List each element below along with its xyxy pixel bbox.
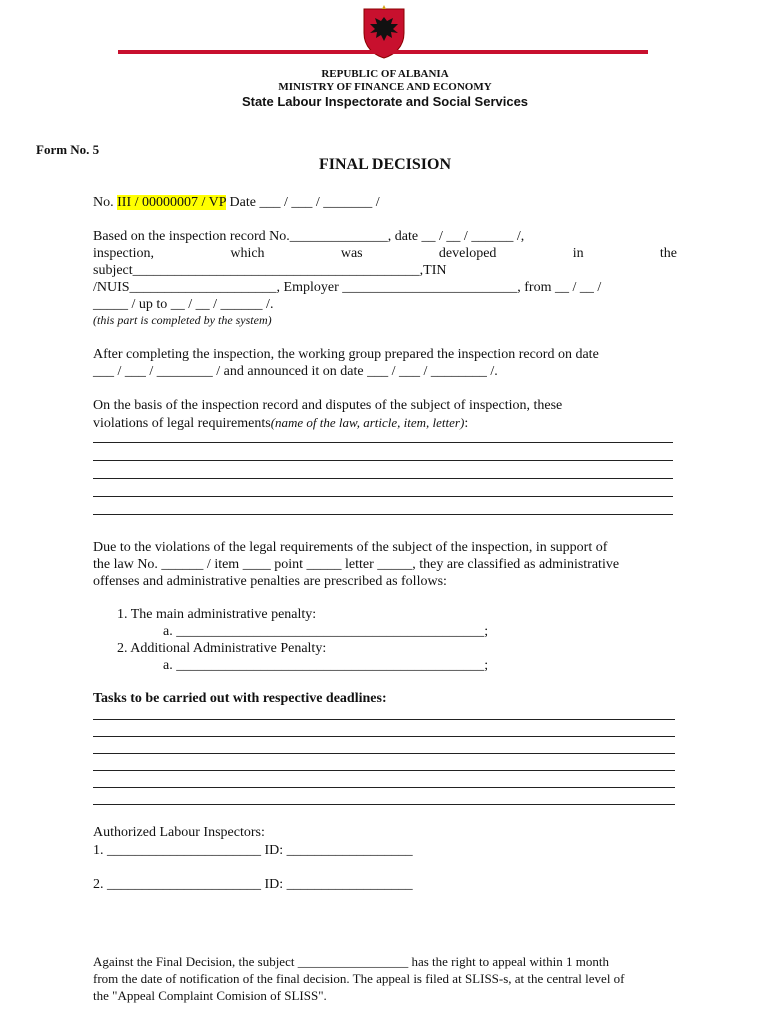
violations-blank-line[interactable]: [93, 442, 673, 443]
tasks-heading: Tasks to be carried out with respective deadlines:: [93, 691, 387, 706]
para1-line3: subject_________________________________________,TIN: [93, 263, 447, 278]
number-date: Date ___ / ___ / _______ /: [226, 195, 380, 210]
tasks-blank-line[interactable]: [93, 770, 675, 771]
penalty-main-field[interactable]: a. ____________________________________________;: [163, 624, 489, 639]
tasks-blank-line[interactable]: [93, 787, 675, 788]
inspectors-heading: Authorized Labour Inspectors:: [93, 825, 265, 840]
word: developed: [438, 246, 497, 261]
para2-line1: After completing the inspection, the working group prepared the inspection record on date: [93, 347, 599, 362]
inspector-2-field[interactable]: 2. ______________________ ID: __________________: [93, 877, 413, 892]
para1-line1: Based on the inspection record No.______________, date __ / __ / ______ /,: [93, 229, 525, 244]
para3-text: violations of legal requirements: [93, 416, 271, 431]
violations-blank-line[interactable]: [93, 496, 673, 497]
appeal-line1: Against the Final Decision, the subject _________________ has the right to appeal within 1 month: [93, 954, 609, 969]
para4-line1: Due to the violations of the legal requirements of the subject of the inspection, in support of: [93, 540, 608, 555]
para1-line4: /NUIS_____________________, Employer _________________________, from __ / __ /: [93, 280, 602, 295]
tasks-blank-line[interactable]: [93, 719, 675, 720]
para3-colon: :: [464, 416, 469, 431]
form-number: Form No. 5: [36, 142, 100, 157]
word: which: [230, 246, 265, 261]
header-republic: REPUBLIC OF ALBANIA: [321, 68, 449, 80]
tasks-blank-line[interactable]: [93, 804, 675, 805]
penalty-additional-label: 2. Additional Administrative Penalty:: [117, 641, 327, 656]
system-note: (this part is completed by the system): [93, 313, 272, 327]
decision-number-highlight[interactable]: III / 00000007 / VP: [117, 195, 227, 210]
tasks-blank-line[interactable]: [93, 753, 675, 754]
inspector-1-field[interactable]: 1. ______________________ ID: __________________: [93, 843, 413, 858]
appeal-line3: the "Appeal Complaint Comision of SLISS".: [93, 988, 327, 1003]
para1-line2: [93, 245, 677, 262]
word: the: [659, 246, 677, 261]
page-title: FINAL DECISION: [318, 156, 452, 173]
penalty-main-label: 1. The main administrative penalty:: [117, 607, 317, 622]
tasks-blank-line[interactable]: [93, 736, 675, 737]
para4-line2: the law No. ______ / item ____ point _____ letter _____, they are classified as administrative: [93, 557, 620, 572]
word: inspection,: [93, 246, 155, 261]
violations-blank-line[interactable]: [93, 478, 673, 479]
word: was: [340, 246, 363, 261]
violations-blank-line[interactable]: [93, 460, 673, 461]
penalty-additional-field[interactable]: a. ____________________________________________;: [163, 658, 489, 673]
header-red-rule: [118, 50, 648, 54]
violations-blank-line[interactable]: [93, 514, 673, 515]
para3-line2: [93, 414, 468, 432]
para3-italic-note: (name of the law, article, item, letter): [270, 415, 465, 430]
header-agency: State Labour Inspectorate and Social Services: [241, 94, 529, 109]
appeal-line2: from the date of notification of the final decision. The appeal is filed at SLISS-s, at the central level of: [93, 971, 625, 986]
header-ministry: MINISTRY OF FINANCE AND ECONOMY: [278, 81, 492, 93]
para4-line3: offenses and administrative penalties are prescribed as follows:: [93, 574, 447, 589]
para3-line1: On the basis of the inspection record and disputes of the subject of inspection, these: [93, 398, 563, 413]
word: in: [572, 246, 584, 261]
number-prefix: No.: [93, 195, 118, 210]
para1-line5: _____ / up to __ / __ / ______ /.: [93, 297, 274, 312]
decision-number-line: [93, 194, 380, 211]
para2-line2: ___ / ___ / ________ / and announced it on date ___ / ___ / ________ /.: [93, 364, 498, 379]
